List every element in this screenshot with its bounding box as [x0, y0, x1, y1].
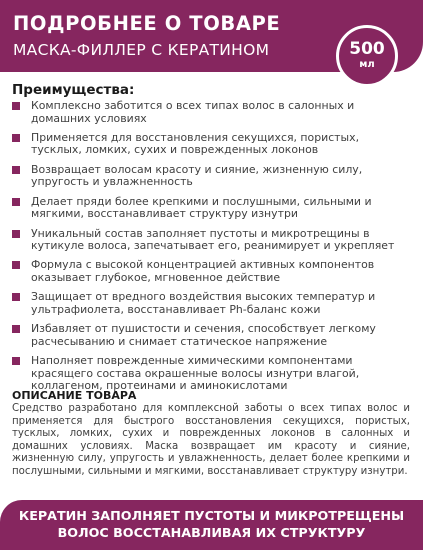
- square-bullet-icon: [12, 166, 20, 174]
- advantage-item: [11, 100, 413, 125]
- advantage-item: [11, 259, 413, 284]
- footer-line-2: ВОЛОС ВОССТАНАВЛИВАЯ ИХ СТРУКТУРУ: [57, 525, 366, 540]
- advantage-item: [11, 132, 413, 157]
- footer-line-1: КЕРАТИН ЗАПОЛНЯЕТ ПУСТОТЫ И МИКРОТРЕЩЕНЫ: [18, 508, 405, 523]
- advantage-text: Защищает от вредного воздействия высоких температур и ультрафиолета, восстанавливает Ph-баланс кожи: [31, 290, 376, 316]
- volume-value: 500: [349, 39, 385, 59]
- square-bullet-icon: [12, 261, 20, 269]
- advantage-item: [11, 196, 413, 221]
- page-title: ПОДРОБНЕЕ О ТОВАРЕ: [13, 12, 281, 35]
- advantage-item: [11, 355, 413, 393]
- description-text: Средство разработано для комплексной заботы о всех типах волос и применяется для быстрого восстановления секущихся, пористых, тусклых, ломких, сухих и поврежденных локонов в салонных и домашних условиях. Маска возвращает им красоту и сияние, жизненную силу, упругость и увлажненность, делает более крепкими и послушными, сильными и мягкими, восстанавливает структуру изнутри.: [12, 403, 410, 477]
- square-bullet-icon: [12, 134, 20, 142]
- advantage-text: Делает пряди более крепкими и послушными, сильными и мягкими, восстанавливает структуру изнутри: [31, 194, 372, 221]
- advantage-item: [11, 228, 413, 253]
- square-bullet-icon: [12, 198, 20, 206]
- volume-badge: [336, 25, 398, 87]
- advantage-text: Наполняет поврежденные химическими компонентами красящего состава окрашенные волосы изнутри влагой, коллагеном, протеинами и аминокислотами: [31, 354, 360, 393]
- advantage-text: Комплексно заботится о всех типах волос в салонных и домашних условиях: [31, 99, 355, 125]
- advantages-heading: Преимущества:: [12, 82, 135, 98]
- product-name: МАСКА-ФИЛЛЕР С КЕРАТИНОМ: [13, 41, 270, 59]
- advantages-list: [11, 100, 413, 399]
- square-bullet-icon: [12, 357, 20, 365]
- square-bullet-icon: [12, 230, 20, 238]
- volume-unit: мл: [359, 59, 375, 70]
- advantage-text: Избавляет от пушистости и сечения, способствует легкому расчесыванию и снимает статическое напряжение: [31, 322, 376, 348]
- footer-banner: [0, 500, 423, 550]
- advantage-item: [11, 164, 413, 189]
- advantage-text: Уникальный состав заполняет пустоты и микротрещины в кутикуле волоса, запечатывает его, реанимирует и укрепляет: [31, 226, 395, 253]
- square-bullet-icon: [12, 293, 20, 301]
- advantage-text: Формула с высокой концентрацией активных компонентов оказывает глубокое, мгновенное действие: [31, 258, 375, 284]
- advantage-item: [11, 323, 413, 348]
- advantage-text: Возвращает волосам красоту и сияние, жизненную силу, упругость и увлажненность: [31, 162, 363, 189]
- square-bullet-icon: [12, 325, 20, 333]
- description-heading: ОПИСАНИЕ ТОВАРА: [12, 389, 137, 402]
- advantage-item: [11, 291, 413, 316]
- square-bullet-icon: [12, 102, 20, 110]
- advantage-text: Применяется для восстановления секущихся, пористых, тусклых, ломких, сухих и поврежденных локонов: [31, 130, 360, 157]
